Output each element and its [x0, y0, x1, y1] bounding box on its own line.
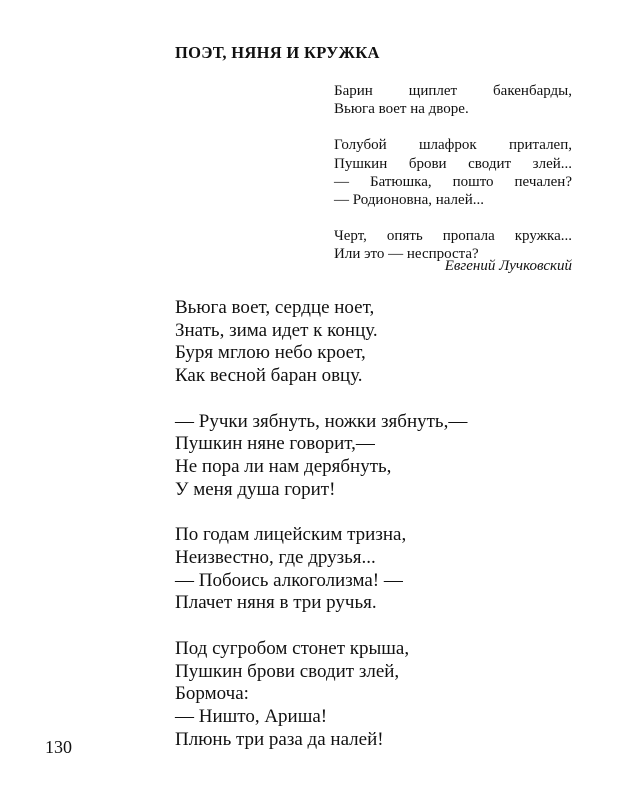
poem-body	[175, 297, 467, 774]
poem-stanza	[175, 638, 467, 752]
poem-line: Буря мглою небо кроет,	[175, 342, 366, 364]
poem-line: Под сугробом стонет крыша,	[175, 637, 410, 659]
epigraph-line: Черт, опять пропала кружка...	[334, 228, 572, 245]
poem-line: — Побоись алкоголизма! —	[175, 569, 403, 591]
epigraph-line: Пушкин брови сводит злей...	[334, 155, 572, 172]
poem-line: По годам лицейским тризна,	[175, 524, 407, 546]
poem-line: — Ручки зябнуть, ножки зябнуть,—	[175, 410, 468, 432]
epigraph-line: Голубой шлафрок приталеп,	[334, 137, 572, 154]
epigraph-line: Вьюга воет на дворе.	[334, 101, 469, 118]
epigraph	[334, 82, 572, 282]
page-number: 130	[45, 737, 72, 757]
poem-stanza	[175, 524, 467, 615]
poem-line: Не пора ли нам дерябнуть,	[175, 456, 392, 478]
poem-title: ПОЭТ, НЯНЯ И КРУЖКА	[175, 43, 380, 62]
poem-line: Плачет няня в три ручья.	[175, 592, 377, 614]
epigraph-line: Или это — неспроста?	[334, 246, 479, 263]
poem-line: Знать, зима идет к концу.	[175, 319, 378, 341]
poem-line: Пушкин брови сводит злей,	[175, 660, 400, 682]
poem-line: У меня душа горит!	[175, 478, 336, 500]
epigraph-stanza	[334, 82, 572, 118]
poem-stanza	[175, 411, 467, 502]
poem-line: Бормоча:	[175, 683, 249, 705]
poem-line: Неизвестно, где друзья...	[175, 546, 376, 568]
epigraph-line: — Родионовна, налей...	[334, 192, 484, 209]
epigraph-stanza	[334, 136, 572, 209]
epigraph-author: Евгений Лучковский	[444, 258, 572, 274]
poem-stanza	[175, 297, 467, 388]
poem-line: Вьюга воет, сердце ноет,	[175, 297, 375, 318]
poem-line: Как весной баран овцу.	[175, 365, 363, 387]
epigraph-line: Барин щиплет бакенбарды,	[334, 83, 572, 99]
poem-line: Пушкин няне говорит,—	[175, 433, 375, 455]
epigraph-line: — Батюшка, пошто печален?	[334, 173, 572, 190]
poem-line: — Ништо, Ариша!	[175, 705, 328, 727]
poem-line: Плюнь три раза да налей!	[175, 728, 384, 750]
